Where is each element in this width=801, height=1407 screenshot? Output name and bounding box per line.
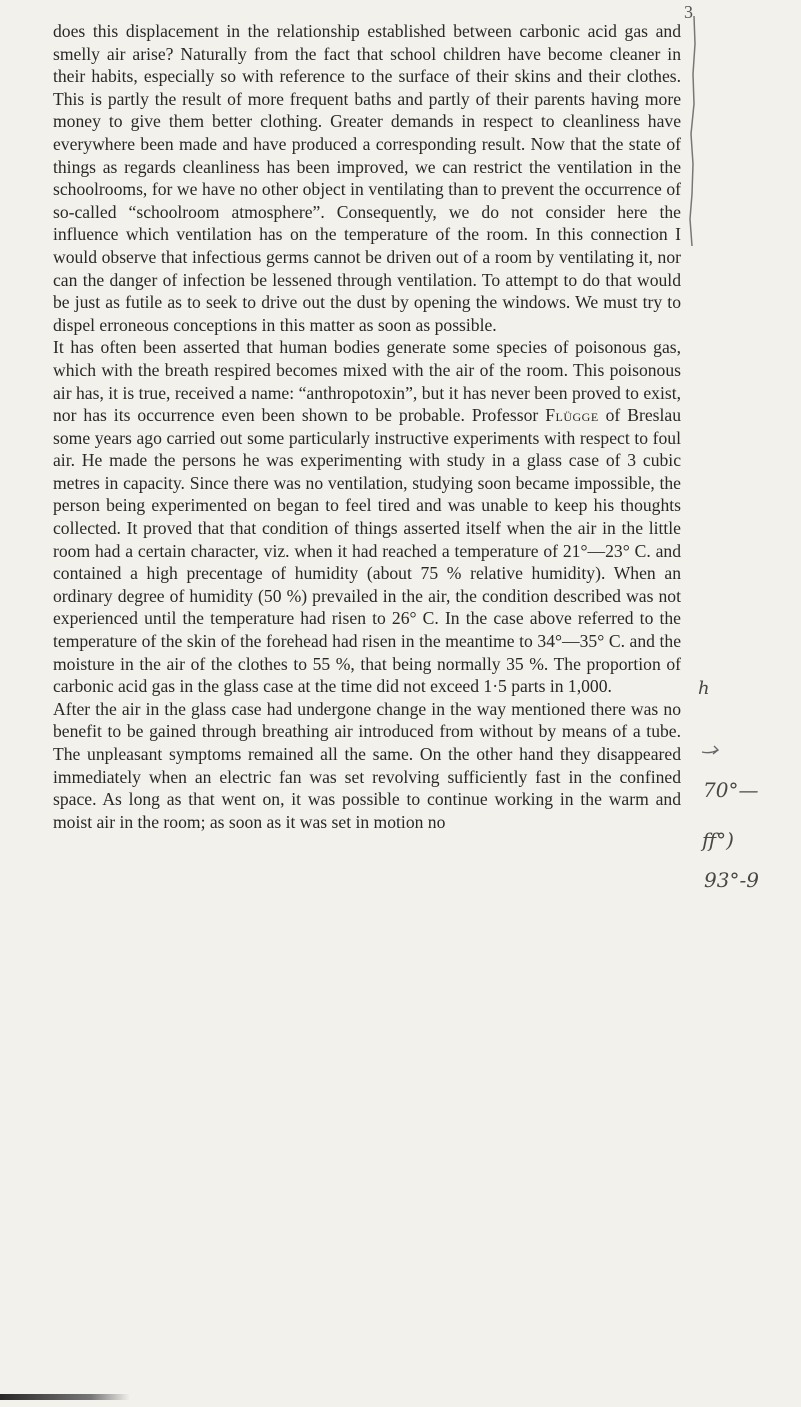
margin-pencil-line (689, 14, 697, 249)
bottom-rule (0, 1394, 130, 1400)
margin-arrow-mark (700, 740, 730, 760)
paragraph-1: does this displacement in the relationship established between carbonic acid gas and smelly air arise? Naturally from the fact that school children have become cleaner in their habits, especially so with reference to the surface of their skins and their clothes. This is partly the result of more frequent baths and partly of their parents having more money to give them better clothing. Greater demands in respect to cleanliness have everywhere been made and have produced a corresponding result. Now that the state of things as regards cleanliness has been improved, we can restrict the ventilation in the schoolrooms, for we have no other object in ventilating than to prevent the occurrence of so-called “schoolroom atmosphere”. Consequently, we do not consider here the influence which ventilation has on the temperature of the room. In this connection I would observe that infectious germs cannot be driven out of a room by ventilating it, nor can the danger of infection be lessened through ventilation. To attempt to do that would be just as futile as to seek to drive out the dust by opening the windows. We must try to dispel erroneous conceptions in this matter as soon as possible. (53, 21, 681, 335)
paragraph-3: After the air in the glass case had undergone change in the way mentioned there was no benefit to be gained through breathing air introduced from without by means of a tube. The unpleasant symptoms remained all the same. On the other hand they disappeared immediately when an electric fan was set revolving sufficiently fast in the confined space. As long as that went on, it was possible to continue working in the warm and moist air in the room; as soon as it was set in motion no (53, 698, 681, 832)
margin-note-2: 70°— (703, 778, 759, 802)
page-number: 3 (684, 2, 693, 22)
paragraph-2-start: It has often been asserted that human bodies generate some species of poisonous gas, which with the breath respired becomes mixed with the air of the room. This poisonous air has, it is true, received a name: “anthropotoxin”, but it has never been proved to exist, nor has its occurrence even been shown to be probable. Professor (53, 337, 681, 426)
paragraph-2 (53, 336, 681, 698)
margin-note-4: 93°-9 (704, 868, 759, 892)
margin-note-3: ff°) (702, 828, 734, 852)
author-name: Flügge (545, 405, 599, 426)
body-text (53, 20, 681, 833)
margin-note-1: h (698, 678, 710, 699)
paragraph-2-end: of Breslau some years ago carried out some particularly instructive experiments with respect to foul air. He made the persons he was experimenting with study in a glass case of 3 cubic metres in capacity. Since there was no ventilation, studying soon became impossible, the person being experimented on began to feel tired and was unable to keep his thoughts collected. It proved that that condition of things asserted itself when the air in the little room had a certain character, viz. when it had reached a temperature of 21°—23° C. and contained a high precentage of humidity (about 75 % relative humidity). When an ordinary degree of humidity (50 %) prevailed in the air, the condition described was not experienced until the temperature had risen to 26° C. In the case above referred to the temperature of the skin of the forehead had risen in the meantime to 34°—35° C. and the moisture in the air of the clothes to 55 %, that being normally 35 %. The proportion of carbonic acid gas in the glass case at the time did not exceed 1·5 parts in 1,000. (53, 405, 681, 697)
